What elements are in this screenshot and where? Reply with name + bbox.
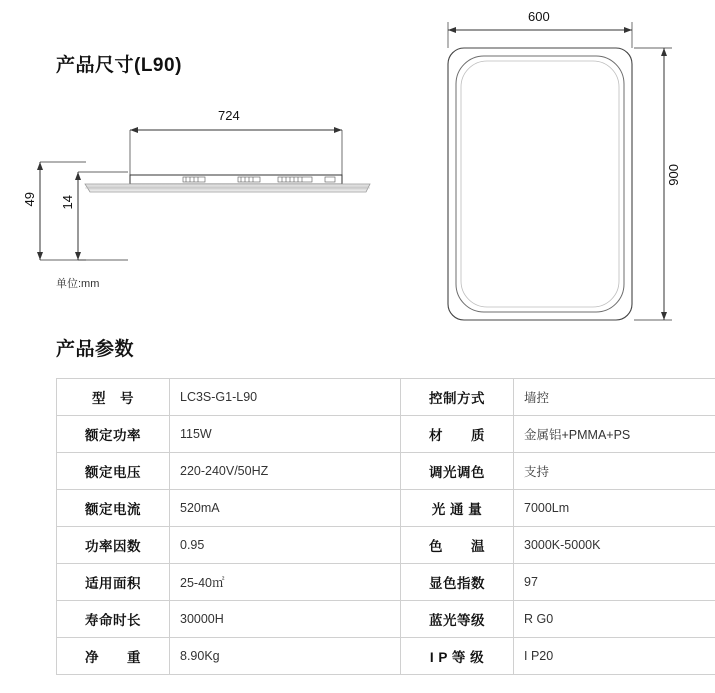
table-row (57, 416, 715, 453)
param-key: 材 质 (401, 416, 514, 453)
param-key: 控制方式 (401, 379, 514, 416)
param-value: 墙控 (514, 379, 715, 416)
param-value: 220-240V/50HZ (170, 453, 401, 490)
dimension-label-height-14: 14 (60, 195, 75, 210)
param-value: 金属铝+PMMA+PS (514, 416, 715, 453)
param-value: I P20 (514, 638, 715, 675)
param-key: 额定电流 (57, 490, 170, 527)
param-value: 97 (514, 564, 715, 601)
page-title-parameters: 产品参数 (56, 339, 135, 360)
param-value: 30000H (170, 601, 401, 638)
table-row (57, 379, 715, 416)
param-key: 光 通 量 (401, 490, 514, 527)
table-row (57, 601, 715, 638)
param-key: 显色指数 (401, 564, 514, 601)
dimension-label-height-900: 900 (666, 164, 681, 186)
table-row (57, 564, 715, 601)
param-key: 功率因数 (57, 527, 170, 564)
param-key: 额定电压 (57, 453, 170, 490)
param-key: 适用面积 (57, 564, 170, 601)
table-row (57, 490, 715, 527)
param-value: LC3S-G1-L90 (170, 379, 401, 416)
side-view-svg (20, 100, 410, 300)
param-key: 寿命时长 (57, 601, 170, 638)
dimension-label-height-49: 49 (22, 192, 37, 207)
param-value: 25-40㎡ (170, 564, 401, 601)
param-value: 0.95 (170, 527, 401, 564)
side-view-drawing (20, 100, 410, 300)
dimension-label-width-724: 724 (218, 108, 240, 123)
table-body (57, 379, 715, 675)
unit-note: 单位:mm (56, 278, 100, 290)
product-parameters-table (56, 378, 715, 675)
table-row (57, 453, 715, 490)
param-value: 520mA (170, 490, 401, 527)
param-value: R G0 (514, 601, 715, 638)
dimension-label-width-600: 600 (528, 9, 550, 24)
top-view-drawing (420, 6, 710, 336)
param-key: 蓝光等级 (401, 601, 514, 638)
param-value: 8.90Kg (170, 638, 401, 675)
param-key: I P 等 级 (401, 638, 514, 675)
param-value: 支持 (514, 453, 715, 490)
table-row (57, 638, 715, 675)
param-value: 7000Lm (514, 490, 715, 527)
param-key: 额定功率 (57, 416, 170, 453)
param-key: 净 重 (57, 638, 170, 675)
param-value: 115W (170, 416, 401, 453)
param-key: 型 号 (57, 379, 170, 416)
table-row (57, 527, 715, 564)
param-value: 3000K-5000K (514, 527, 715, 564)
page-title-dimensions: 产品尺寸(L90) (56, 55, 182, 76)
param-key: 色 温 (401, 527, 514, 564)
param-key: 调光调色 (401, 453, 514, 490)
